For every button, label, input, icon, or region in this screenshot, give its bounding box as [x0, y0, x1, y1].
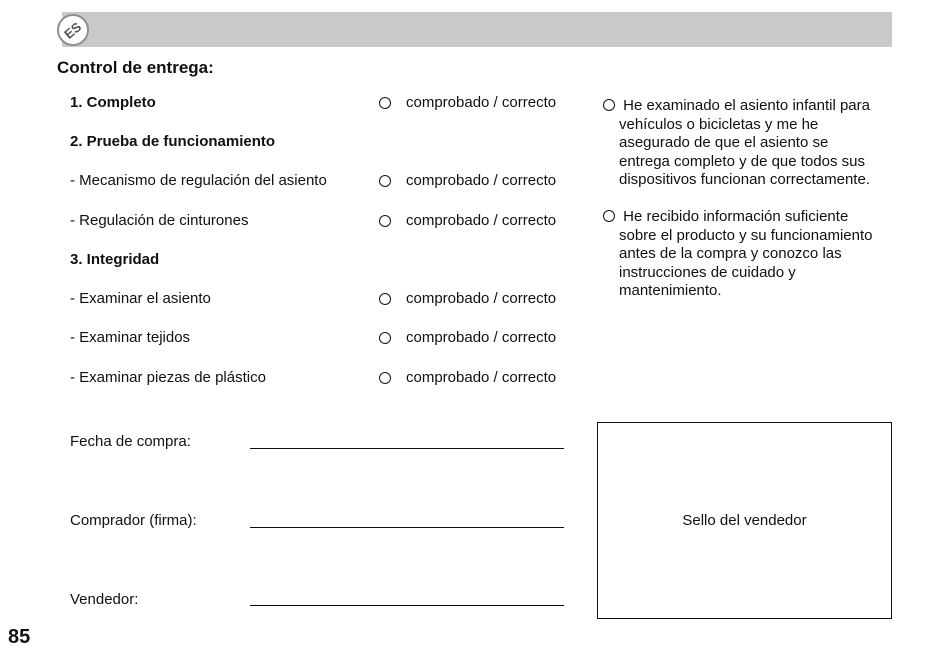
row-label: - Regulación de cinturones [70, 212, 249, 229]
check-option-label: comprobado / correcto [406, 212, 557, 229]
statement-line: sobre el producto y su funcionamiento [619, 226, 873, 244]
statement-line: antes de la compra y conozco las [619, 245, 842, 262]
check-option-label: comprobado / correcto [406, 94, 557, 111]
check-option[interactable] [379, 94, 556, 111]
checkbox-circle-icon[interactable] [379, 175, 391, 187]
statement-examined [603, 97, 903, 190]
statement-line: He recibido información suficiente [623, 208, 849, 225]
checkbox-circle-icon[interactable] [379, 372, 391, 384]
statement-line: asegurado de que el asiento se [619, 134, 829, 151]
row-label: 3. Integridad [70, 251, 160, 268]
check-option[interactable] [379, 290, 556, 307]
statement-line: mantenimiento. [619, 282, 722, 299]
check-option[interactable] [379, 172, 556, 189]
checkbox-circle-icon[interactable] [603, 210, 615, 222]
statement-line: dispositivos funcionan correctamente. [619, 171, 870, 188]
row-label: - Examinar tejidos [70, 329, 191, 346]
check-option-label: comprobado / correcto [406, 369, 557, 386]
row-label: - Examinar el asiento [70, 290, 211, 307]
check-option-label: comprobado / correcto [406, 290, 557, 307]
checkbox-circle-icon[interactable] [379, 97, 391, 109]
statement-line: instrucciones de cuidado y [619, 263, 796, 281]
row-label: 2. Prueba de funcionamiento [70, 133, 276, 150]
check-option-label: comprobado / correcto [406, 172, 557, 189]
seller-label: Vendedor: [70, 591, 139, 608]
checkbox-circle-icon[interactable] [379, 332, 391, 344]
buyer-signature-field[interactable] [250, 527, 564, 528]
section-title: Control de entrega: [57, 58, 214, 77]
check-option[interactable] [379, 369, 556, 386]
checkbox-circle-icon[interactable] [379, 293, 391, 305]
statement-line: vehículos o bicicletas y me he [619, 115, 819, 133]
statement-line: entrega completo y de que todos sus [619, 152, 865, 170]
seller-stamp-box [597, 422, 892, 619]
purchase-date-field[interactable] [250, 448, 564, 449]
purchase-date-label: Fecha de compra: [70, 433, 191, 450]
language-code: ES [61, 18, 85, 42]
check-option-label: comprobado / correcto [406, 329, 557, 346]
checkbox-circle-icon[interactable] [603, 99, 615, 111]
stamp-label: Sello del vendedor [682, 512, 807, 529]
row-label: - Mecanismo de regulación del asiento [70, 172, 327, 189]
row-label: 1. Completo [70, 94, 156, 111]
row-label: - Examinar piezas de plástico [70, 369, 266, 386]
check-option[interactable] [379, 212, 556, 229]
page-number: 85 [8, 626, 31, 648]
statement-line: He examinado el asiento infantil para [623, 97, 870, 114]
statement-informed [603, 208, 903, 301]
checkbox-circle-icon[interactable] [379, 215, 391, 227]
check-option[interactable] [379, 329, 556, 346]
buyer-signature-label: Comprador (firma): [70, 512, 197, 529]
header-bar [62, 12, 892, 47]
seller-field[interactable] [250, 605, 564, 606]
language-badge [57, 14, 89, 46]
